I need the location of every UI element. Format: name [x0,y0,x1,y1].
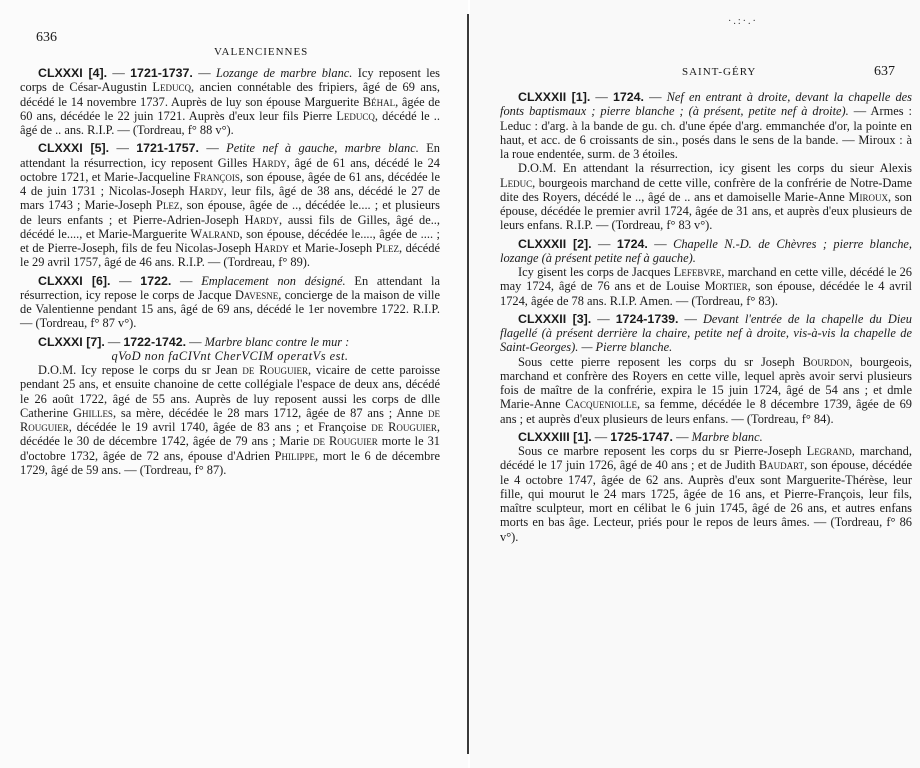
entry-clxxxii-2: CLXXXII [2]. — 1724. — Chapelle N.-D. de Chèvres ; pierre blanche, lozange (à présent petite nef à gauche). [500,236,912,265]
entry-clxxxiii-1-body: Sous ce marbre reposent les corps du sr Pierre-Joseph Legrand, marchand, décédé le 17 juin 1726, âgé de 40 ans ; et de Judith Baudart, son épouse, décédée le 4 octobre 1747, âgée de 62 ans. Auprès d'eux sont Marguerite-Thérèse, leur fille, qui mourut le 24 mars 1725, âgée de 16 ans, et Pierre-François, leur fils, maître sculpteur, mort en célibat le 6 juin 1745, âgé de 26 ans, et autres enfans morts en bas âge. Lecteur, priés pour le repos de leurs âmes. — (Tordreau, f° 86 v°). [500,444,912,544]
running-title-left: VALENCIENNES [214,46,309,58]
entry-clxxxii-1-body: D.O.M. En attendant la résurrection, icy gisent les corps du sieur Alexis Leduc, bourgeois marchand de cette ville, confrère de la confrérie de Notre-Dame dite des Royers, décédé le .., âgé de .. ans et damoiselle Marie-Anne Miroux, son épouse, décédée le premier avril 1724, âgée de 31 ans, et auprès d'eux plusieurs de leurs enfans. R.I.P. — (Tordreau, f° 83 v°). [500,161,912,233]
right-text-column [500,86,912,544]
entry-clxxxi-5: CLXXXI [5]. — 1721-1757. — Petite nef à gauche, marbre blanc. En attendant la résurrection, icy reposent Gilles Hardy, âgé de 61 ans, décédé le 24 octobre 1721, et Marie-Jacqueline François, son épouse, âgée de 61 ans, décédée le 4 de juin 1731 ; Nicolas-Joseph Hardy, leur fils, âgé de 38 ans, décédé le 27 de mars 1743 ; Marie-Joseph Plez, son épouse, âgée de .., décédée le.... ; et plusieurs de leurs enfants ; et Pierre-Adrien-Joseph Hardy, aussi fils de Gilles, âgé de.., décédé le...., et Marie-Marguerite Walrand, son épouse, décédée le...., âgée de .... ; et de Pierre-Joseph, fils de feu Nicolas-Joseph Hardy et Marie-Joseph Plez, décédé le 29 avril 1757, âgé de 46 ans. R.I.P. — (Tordreau, f° 89). [20,141,441,270]
entry-clxxxii-1: CLXXXII [1]. — 1724. — Nef en entrant à droite, devant la chapelle des fonts baptismaux ; pierre blanche ; (à présent, petite nef à droite). — Armes : Leduc : d'arg. à la bande de gu. ch. d'une épée d'arg. emmanchée d'or, la pointe en haut, et acc. de 6 croissants de sin., posés dans le sens de la bande. — Miroux : à la roue endentée, surm. de 3 étoiles. [500,90,912,161]
page-number-right: 637 [874,64,895,79]
entry-clxxxi-4: CLXXXI [4]. — 1721-1737. — Lozange de marbre blanc. Icy reposent les corps de César-Augustin Leducq, ancien connétable des fripiers, âgé de 69 ans, décédé le 14 novembre 1737. Auprès de luy son épouse Marguerite Béhal, âgée de 60 ans, décédée le 22 juin 1721. Auprès d'eux leur fils Pierre Leducq, décédé le .. âgé de .. ans. R.I.P. — (Tordreau, f° 88 v°). [20,66,441,137]
entry-clxxxi-7-body: D.O.M. Icy repose le corps du sr Jean de Rouguier, vicaire de cette paroisse pendant 25 ans, et ensuite chanoine de cette collégiale l'espace de deux ans, décédé le 26 août 1722, âgé de 55 ans. Auprès de luy reposent aussi les corps de dlle Catherine Ghilles, sa mère, décédée le 28 mars 1712, âgée de 87 ans ; Anne de Rouguier, décédée le 19 avril 1740, âgée de 83 ans ; et Françoise de Rouguier, décédée le 30 de décembre 1742, âgée de 79 ans ; Marie de Rouguier morte le 31 d'octobre 1732, âgée de 72 ans, épouse d'Adrien Philippe, mort le 6 de décembre 1729, âgé de 59 ans. — (Tordreau, f° 87). [20,363,441,477]
entry-clxxxiii-1: CLXXXIII [1]. — 1725-1747. — Marbre blanc. [518,429,763,444]
print-specks: ·.:·.· [728,16,758,27]
entry-clxxxii-3-body: Sous cette pierre reposent les corps du sr Joseph Bourdon, bourgeois, marchand et confrère des Royers en cette ville, lequel après avoir servi plusieurs fois de maître de la confrérie, expira le 15 juin 1724, âgé de 54 ans ; et dmle Marie-Anne Cacqueniolle, sa femme, décédée le 8 décembre 1739, âgée de 69 ans ; et auprès d'eux plusieurs de leurs enfans. — (Tordreau, f° 84). [500,354,913,426]
book-gutter [467,14,469,754]
entry-clxxxi-6: CLXXXI [6]. — 1722. — Emplacement non désigné. En attendant la résurrection, icy repose le corps de Jacque Davesne, concierge de la maison de ville de Valentienne pendant 15 ans, âgé de 69 ans, décédé le 1er novembre 1722. R.I.P. — (Tordreau, f° 87 v°). [20,273,440,331]
entry-clxxxii-2-body: Icy gisent les corps de Jacques Lefebvre, marchand en cette ville, décédé le 26 may 1724, âgé de 76 ans et de Louise Mortier, son épouse, décédée le 4 avril 1724, âgée de 78 ans. R.I.P. Amen. — (Tordreau, f° 83). [500,265,912,308]
entry-clxxxii-3: CLXXXII [3]. — 1724-1739. — Devant l'entrée de la chapelle du Dieu flagellé (à présent derrière la chaire, petite nef à droite, vis-à-vis la chapelle de Saint-Georges). — Pierre blanche. [500,311,912,355]
entry-clxxxi-7: CLXXXI [7]. — 1722-1742. — Marbre blanc contre le mur : [38,334,350,349]
right-page [470,0,920,768]
left-text-column [20,62,440,477]
page-number-left: 636 [36,30,57,45]
running-title-right: SAINT-GÉRY [682,66,757,78]
chronogram: qVoD non faCIVnt CherVCIM operatVs est. [111,348,349,363]
